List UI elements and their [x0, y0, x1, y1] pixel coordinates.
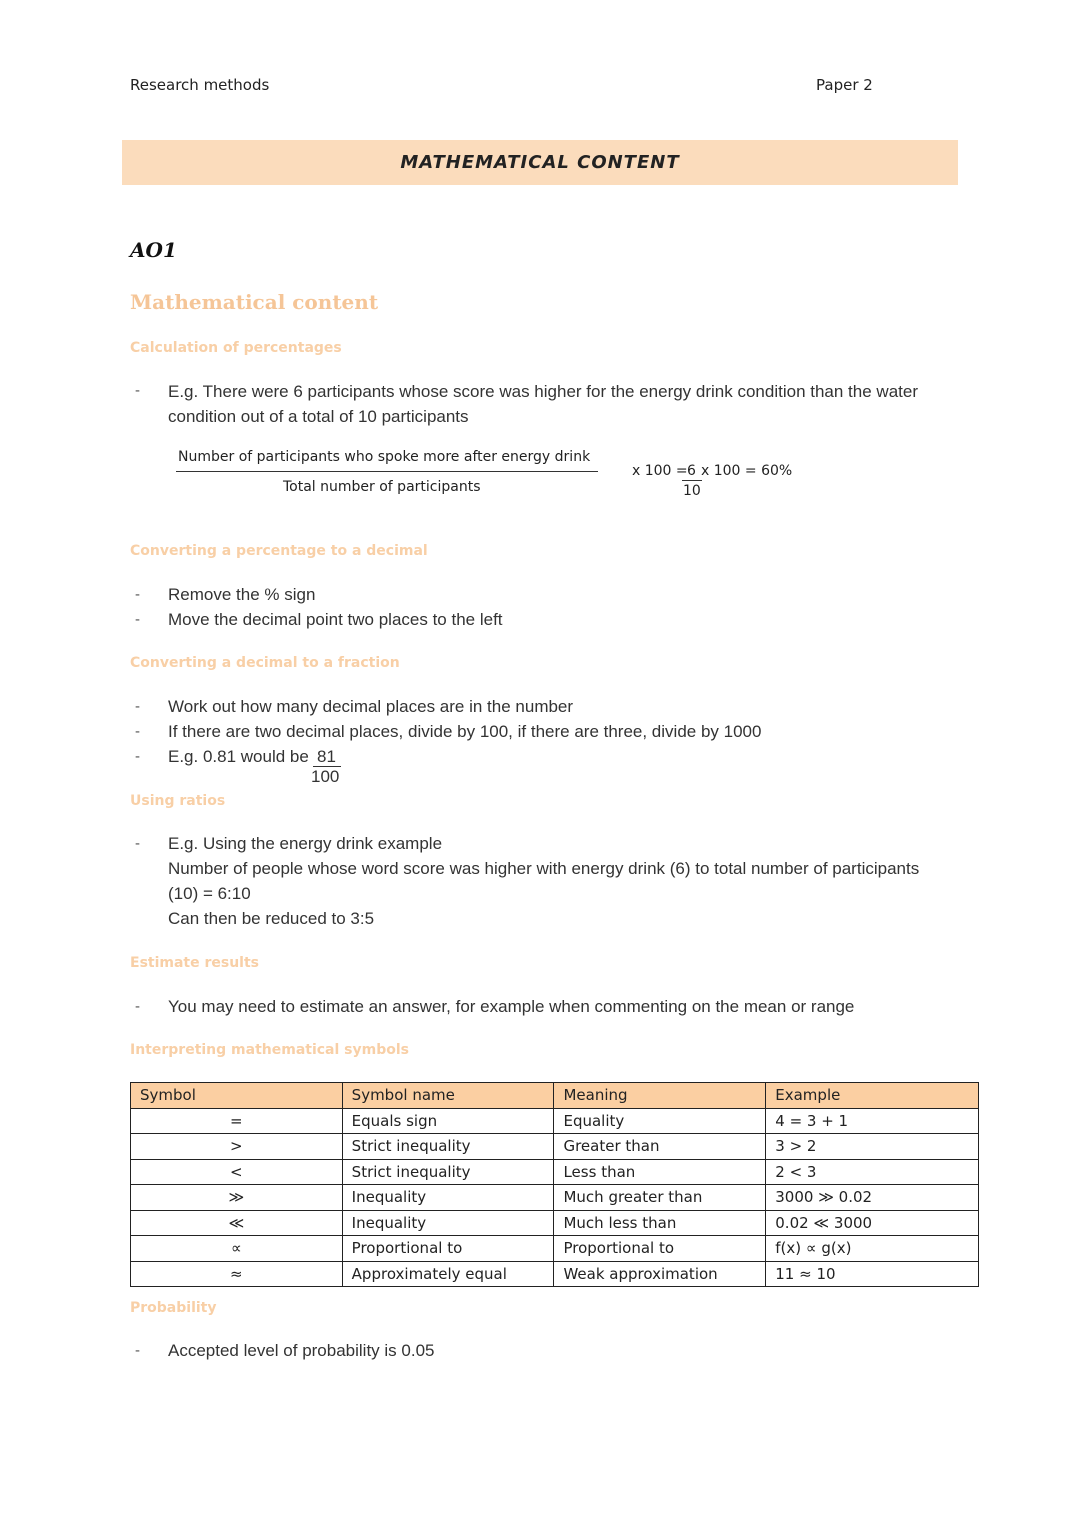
meaning-cell: Much greater than [554, 1185, 766, 1211]
list-item: E.g. 0.81 would be [168, 747, 309, 766]
calc-denominator: 10 [683, 483, 701, 499]
table-row [131, 1134, 979, 1160]
list-item: Remove the % sign [168, 585, 316, 604]
meaning-cell: Weak approximation [554, 1261, 766, 1287]
list-item: Accepted level of probability is 0.05 [168, 1341, 435, 1360]
bullet-dash: - [135, 835, 140, 852]
bullet-dash: - [135, 1342, 140, 1359]
example-cell: 3 > 2 [766, 1134, 979, 1160]
meaning-cell: Equality [554, 1108, 766, 1134]
ratio-line: E.g. Using the energy drink example [168, 834, 443, 853]
bullet-dash: - [135, 586, 140, 603]
calc-result: x 100 = 60% [701, 463, 793, 479]
example-cell: 4 = 3 + 1 [766, 1108, 979, 1134]
symbol-name-cell: Strict inequality [342, 1134, 554, 1160]
fraction-numerator: Number of participants who spoke more after energy drink [178, 449, 591, 465]
calc-x100: x 100 = [632, 463, 688, 479]
meaning-cell: Greater than [554, 1134, 766, 1160]
example-cell: 0.02 ≪ 3000 [766, 1210, 979, 1236]
table-row [131, 1185, 979, 1211]
fraction-81-numerator: 81 [317, 747, 336, 766]
heading-symbols: Interpreting mathematical symbols [130, 1042, 409, 1058]
bullet-dash: - [135, 382, 140, 399]
fraction-81-denominator: 100 [311, 767, 340, 786]
symbols-table [130, 1082, 979, 1287]
symbol-cell: > [131, 1134, 343, 1160]
example-cell: 11 ≈ 10 [766, 1261, 979, 1287]
symbol-cell: < [131, 1159, 343, 1185]
ratio-line: (10) = 6:10 [168, 884, 251, 903]
list-item: If there are two decimal places, divide by 100, if there are three, divide by 1000 [168, 722, 762, 741]
symbol-name-cell: Strict inequality [342, 1159, 554, 1185]
table-row [131, 1261, 979, 1287]
example-cell: f(x) ∝ g(x) [766, 1236, 979, 1262]
bullet-dash: - [135, 611, 140, 628]
heading-decimal-to-fraction: Converting a decimal to a fraction [130, 655, 400, 671]
ao-label: AO1 [130, 238, 177, 262]
banner-title: MATHEMATICAL CONTENT [400, 152, 680, 173]
symbol-cell: ≫ [131, 1185, 343, 1211]
header-left-text: Research methods [130, 76, 270, 94]
list-item: You may need to estimate an answer, for example when commenting on the mean or range [168, 997, 855, 1016]
table-header-row [131, 1083, 979, 1109]
header-right-text: Paper 2 [816, 76, 873, 94]
meaning-cell: Much less than [554, 1210, 766, 1236]
percentages-example-line1: E.g. There were 6 participants whose score was higher for the energy drink condition than the water [168, 382, 918, 401]
table-row [131, 1159, 979, 1185]
heading-ratios: Using ratios [130, 793, 226, 809]
table-row [131, 1210, 979, 1236]
calc-numerator: 6 [687, 463, 696, 479]
heading-probability: Probability [130, 1300, 217, 1316]
heading-percentages: Calculation of percentages [130, 340, 342, 356]
column-header: Example [766, 1083, 979, 1109]
symbol-name-cell: Proportional to [342, 1236, 554, 1262]
calc-fraction-line [682, 480, 702, 481]
column-header: Meaning [554, 1083, 766, 1109]
list-item: Work out how many decimal places are in the number [168, 697, 574, 716]
bullet-dash: - [135, 698, 140, 715]
symbol-cell: ≈ [131, 1261, 343, 1287]
symbol-name-cell: Approximately equal [342, 1261, 554, 1287]
bullet-dash: - [135, 723, 140, 740]
symbol-name-cell: Equals sign [342, 1108, 554, 1134]
symbol-name-cell: Inequality [342, 1185, 554, 1211]
column-header: Symbol [131, 1083, 343, 1109]
meaning-cell: Less than [554, 1159, 766, 1185]
symbol-name-cell: Inequality [342, 1210, 554, 1236]
symbol-cell: ∝ [131, 1236, 343, 1262]
fraction-denominator: Total number of participants [283, 479, 481, 495]
example-cell: 2 < 3 [766, 1159, 979, 1185]
column-header: Symbol name [342, 1083, 554, 1109]
ratio-line: Can then be reduced to 3:5 [168, 909, 375, 928]
table-row [131, 1236, 979, 1262]
title-banner [122, 140, 958, 185]
list-item: Move the decimal point two places to the left [168, 610, 503, 629]
bullet-dash: - [135, 748, 140, 765]
symbol-cell: ≪ [131, 1210, 343, 1236]
example-cell: 3000 ≫ 0.02 [766, 1185, 979, 1211]
symbol-cell: = [131, 1108, 343, 1134]
meaning-cell: Proportional to [554, 1236, 766, 1262]
fraction-line [176, 471, 598, 472]
heading-estimate: Estimate results [130, 955, 260, 971]
ratio-line: Number of people whose word score was higher with energy drink (6) to total number of participants [168, 859, 920, 878]
percentages-example-line2: condition out of a total of 10 participants [168, 407, 469, 426]
bullet-dash: - [135, 998, 140, 1015]
table-row [131, 1108, 979, 1134]
heading-pct-to-decimal: Converting a percentage to a decimal [130, 543, 428, 559]
section-title: Mathematical content [130, 290, 379, 314]
